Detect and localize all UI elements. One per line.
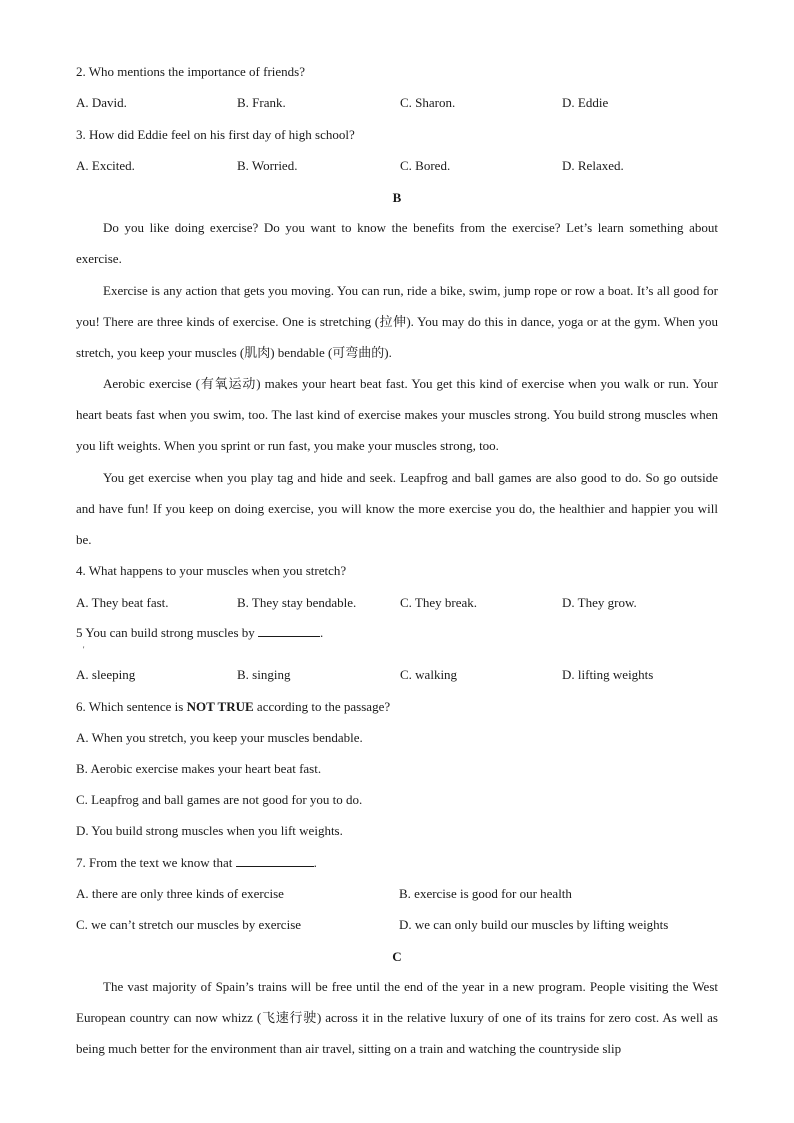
paragraph-text: Exercise is any action that gets you moving. You can run, ride a bike, swim, jump rope or row a boat. It’s all good for you! There are three kinds of exercise. One is stretching (拉伸). You may do this in dance, yoga or at the gym. When you stretch, you keep your muscles (肌肉) bendable (可弯曲的). [76,283,718,361]
question-6-emphasis: NOT TRUE [186,699,254,714]
paragraph-text: Aerobic exercise (有氧运动) makes your heart beat fast. You get this kind of exercise when you walk or run. Your heart beats fast when you swim, too. The last kind of exercise makes your muscles strong. You build strong muscles when you lift weights. When you sprint or run fast, you make your muscles strong, too. [76,376,718,454]
q4-option-a: A. They beat fast. [76,595,169,610]
question-6-suffix: according to the passage? [256,699,391,714]
question-7-text: 7. From the text we know that [76,855,233,870]
section-b-heading: B [392,190,402,205]
q5-option-d: D. lifting weights [562,667,654,682]
q6-option-c: C. Leapfrog and ball games are not good for you to do. [76,792,363,807]
paragraph-text: The vast majority of Spain’s trains will be free until the end of the year in a new program. People visiting the West European country can now whizz (飞速行驶) across it in the relative luxury of one of its trains for zero cost. As well as being much better for the environment than air travel, sitting on a train and watching the countryside slip [76,979,718,1057]
q7-option-c: C. we can’t stretch our muscles by exercise [76,917,302,932]
section-b-paragraph-3 [76,368,718,462]
q3-option-a: A. Excited. [76,158,135,173]
section-c-paragraph-1 [76,971,718,1065]
q5-option-b: B. singing [237,667,291,682]
paragraph-text: Do you like doing exercise? Do you want to know the benefits from the exercise? Let’s learn something about exercise. [76,220,718,267]
section-c-heading: C [392,949,402,964]
q4-option-c: C. They break. [400,595,478,610]
q2-option-b: B. Frank. [237,95,286,110]
section-b-paragraph-1 [76,212,718,274]
q4-option-b: B. They stay bendable. [237,595,357,610]
question-4: 4. What happens to your muscles when you stretch? [76,563,347,578]
question-2: 2. Who mentions the importance of friends? [76,64,306,79]
answer-blank [258,625,320,637]
answer-blank [236,855,314,867]
q4-option-d: D. They grow. [562,595,637,610]
q2-option-a: A. David. [76,95,127,110]
question-5: 5 You can build strong muscles by . [76,625,324,640]
stray-mark: ' [83,645,85,654]
q3-option-c: C. Bored. [400,158,451,173]
q6-option-b: B. Aerobic exercise makes your heart beat fast. [76,761,322,776]
q3-option-b: B. Worried. [237,158,298,173]
question-7: 7. From the text we know that . [76,855,317,870]
q7-option-a: A. there are only three kinds of exercise [76,886,284,901]
q5-option-a: A. sleeping [76,667,136,682]
section-b-paragraph-2 [76,275,718,369]
q3-option-d: D. Relaxed. [562,158,624,173]
q2-option-c: C. Sharon. [400,95,456,110]
q6-option-a: A. When you stretch, you keep your muscles bendable. [76,730,363,745]
q5-option-c: C. walking [400,667,458,682]
question-3: 3. How did Eddie feel on his first day of high school? [76,127,355,142]
q7-option-d: D. we can only build our muscles by lifting weights [399,917,669,932]
paragraph-text: You get exercise when you play tag and hide and seek. Leapfrog and ball games are also good to do. So go outside and have fun! If you keep on doing exercise, you will know the more exercise you do, the healthier and happier you will be. [76,470,718,548]
section-b-paragraph-4 [76,462,718,556]
question-5-text: 5 You can build strong muscles by [76,625,255,640]
question-6-prefix: 6. Which sentence is [76,699,184,714]
q2-option-d: D. Eddie [562,95,609,110]
question-6 [76,699,390,715]
q7-option-b: B. exercise is good for our health [399,886,572,901]
q6-option-d: D. You build strong muscles when you lift weights. [76,823,343,838]
